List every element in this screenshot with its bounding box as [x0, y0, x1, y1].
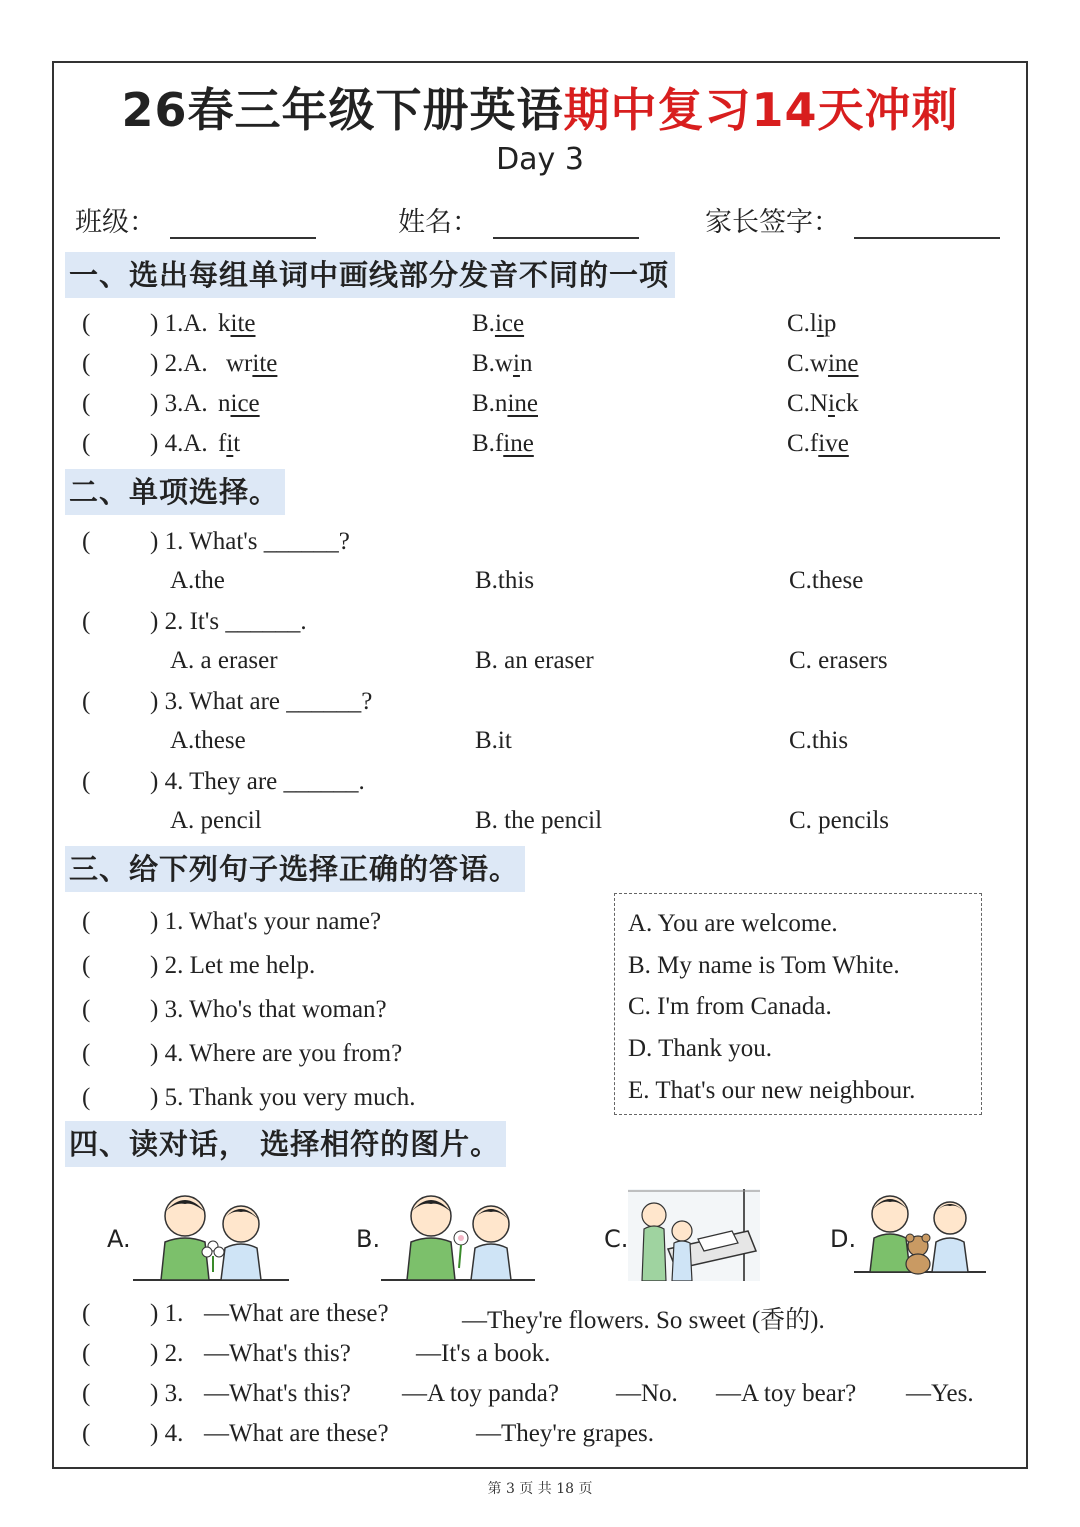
section1-row-1 — [82, 310, 837, 338]
option-c: C.wine — [787, 350, 859, 377]
question-text: ) 2. Let me help. — [150, 952, 316, 979]
question-text: ) 1. What's ______? — [150, 528, 350, 555]
option-c: C.these — [789, 567, 864, 594]
section2-heading: 二、单项选择。 — [65, 469, 285, 515]
section4-dialogue-2 — [82, 1340, 551, 1368]
parent-signature-label: 家长签字： — [705, 207, 840, 238]
question-number: ) 1. — [150, 1300, 184, 1327]
dialogue-line: —What's this? — [204, 1340, 351, 1367]
dialogue-line: —It's a book. — [416, 1340, 551, 1367]
section3-question-4 — [82, 1040, 403, 1068]
section3-question-2 — [82, 952, 316, 980]
picture-label-b: B. — [356, 1225, 381, 1253]
option-b: B.nine — [472, 390, 538, 417]
section2-options-3 — [170, 727, 849, 755]
option-a: kite — [218, 310, 256, 337]
section3-question-3 — [82, 996, 387, 1024]
section4-heading: 四、读对话， 选择相符的图片。 — [65, 1121, 506, 1167]
answer-paren[interactable]: ( — [82, 1084, 91, 1111]
picture-label-c: C. — [604, 1225, 629, 1253]
title-black: 26春三年级下册英语 — [121, 83, 564, 137]
option-a: A. a eraser — [170, 647, 278, 674]
class-label: 班级： — [75, 207, 156, 238]
option-a: write — [226, 350, 278, 377]
option-c: C.this — [789, 727, 849, 754]
question-number: ) 3.A. — [150, 390, 208, 417]
section4-dialogue-4 — [82, 1420, 655, 1448]
section4-dialogue-3 — [82, 1380, 974, 1408]
name-label: 姓名： — [398, 207, 479, 238]
answer-paren[interactable]: ( — [82, 1420, 91, 1447]
dialogue-line: —A toy panda? — [402, 1380, 559, 1407]
section4-dialogue-1 — [82, 1300, 825, 1334]
question-number: ) 2. — [150, 1340, 184, 1367]
answer-paren[interactable]: ( — [82, 1300, 91, 1327]
picture-b-boys-flower[interactable] — [381, 1188, 537, 1284]
name-blank[interactable] — [493, 209, 639, 239]
picture-label-d: D. — [830, 1225, 857, 1253]
name-field — [398, 200, 639, 239]
section1-row-4 — [82, 430, 849, 458]
parent-signature-blank[interactable] — [854, 209, 1000, 239]
class-field — [75, 200, 316, 239]
page-title — [0, 74, 1080, 140]
answer-paren[interactable]: ( — [82, 768, 91, 795]
answer-choice-a: A. You are welcome. — [628, 910, 838, 937]
option-b: B.this — [475, 567, 535, 594]
question-number: ) 1.A. — [150, 310, 208, 337]
section3-question-5 — [82, 1084, 416, 1112]
option-a: nice — [218, 390, 260, 417]
question-number: ) 2.A. — [150, 350, 214, 377]
dialogue-line: —What are these? — [204, 1300, 389, 1327]
section2-options-1 — [170, 567, 864, 595]
answer-paren[interactable]: ( — [82, 952, 91, 979]
picture-c-reading-book[interactable] — [628, 1189, 760, 1281]
option-c: C. erasers — [789, 647, 888, 674]
question-text: ) 3. What are ______? — [150, 688, 373, 715]
option-b: B.fine — [472, 430, 534, 457]
option-a: fit — [218, 430, 241, 457]
dialogue-line: —No. — [616, 1380, 678, 1407]
answer-choice-c: C. I'm from Canada. — [628, 993, 832, 1020]
answer-paren[interactable]: ( — [82, 1040, 91, 1067]
dialogue-line: —They're flowers. So sweet (香的). — [462, 1307, 825, 1334]
question-number: ) 4.A. — [150, 430, 208, 457]
question-text: ) 1. What's your name? — [150, 908, 382, 935]
section1-row-2 — [82, 350, 859, 378]
option-c: C.lip — [787, 310, 837, 337]
answer-paren[interactable]: ( — [82, 390, 91, 417]
answer-paren[interactable]: ( — [82, 608, 91, 635]
answer-choice-d: D. Thank you. — [628, 1035, 772, 1062]
question-number: ) 3. — [150, 1380, 184, 1407]
option-a: A.the — [170, 567, 225, 594]
option-a: A. pencil — [170, 807, 262, 834]
section1-row-3 — [82, 390, 859, 418]
answer-paren[interactable]: ( — [82, 1340, 91, 1367]
option-b: B.it — [475, 727, 512, 754]
section2-question-1 — [82, 528, 350, 556]
question-text: ) 2. It's ______. — [150, 608, 307, 635]
answer-paren[interactable]: ( — [82, 996, 91, 1023]
question-text: ) 5. Thank you very much. — [150, 1084, 416, 1111]
class-blank[interactable] — [170, 209, 316, 239]
option-b: B. an eraser — [475, 647, 594, 674]
question-text: ) 3. Who's that woman? — [150, 996, 387, 1023]
option-b: B. the pencil — [475, 807, 603, 834]
section1-heading: 一、选出每组单词中画线部分发音不同的一项 — [65, 252, 675, 298]
question-text: ) 4. They are ______. — [150, 768, 365, 795]
picture-a-boys-flowers[interactable] — [133, 1188, 291, 1284]
day-label: Day 3 — [496, 142, 584, 177]
answer-paren[interactable]: ( — [82, 1380, 91, 1407]
answer-choice-e: E. That's our new neighbour. — [628, 1077, 916, 1104]
option-b: B.win — [472, 350, 533, 377]
dialogue-line: —What's this? — [204, 1380, 351, 1407]
page-footer: 第 3 页 共 18 页 — [487, 1481, 593, 1497]
dialogue-line: —A toy bear? — [716, 1380, 857, 1407]
option-c: C.Nick — [787, 390, 859, 417]
section2-question-3 — [82, 688, 373, 716]
question-text: ) 4. Where are you from? — [150, 1040, 403, 1067]
picture-label-a: A. — [107, 1225, 131, 1253]
section2-options-4 — [170, 807, 889, 835]
answer-paren[interactable]: ( — [82, 528, 91, 555]
section2-question-2 — [82, 608, 307, 636]
answer-paren[interactable]: ( — [82, 310, 91, 337]
answer-paren[interactable]: ( — [82, 908, 91, 935]
answer-paren[interactable]: ( — [82, 688, 91, 715]
section2-question-4 — [82, 768, 365, 796]
section2-options-2 — [170, 647, 888, 675]
parent-signature-field — [705, 200, 1000, 239]
dialogue-line: —Yes. — [906, 1380, 974, 1407]
option-c: C. pencils — [789, 807, 889, 834]
section3-question-1 — [82, 908, 382, 936]
picture-d-boys-teddy-bear[interactable] — [854, 1188, 988, 1284]
question-number: ) 4. — [150, 1420, 184, 1447]
section3-heading: 三、给下列句子选择正确的答语。 — [65, 846, 525, 892]
answer-paren[interactable]: ( — [82, 350, 91, 377]
title-red: 期中复习14天冲刺 — [563, 83, 959, 137]
dialogue-line: —What are these? — [204, 1420, 389, 1447]
option-a: A.these — [170, 727, 246, 754]
answer-choice-b: B. My name is Tom White. — [628, 952, 900, 979]
option-c: C.five — [787, 430, 849, 457]
answer-paren[interactable]: ( — [82, 430, 91, 457]
dialogue-line: —They're grapes. — [476, 1420, 655, 1447]
option-b: B.ice — [472, 310, 525, 337]
